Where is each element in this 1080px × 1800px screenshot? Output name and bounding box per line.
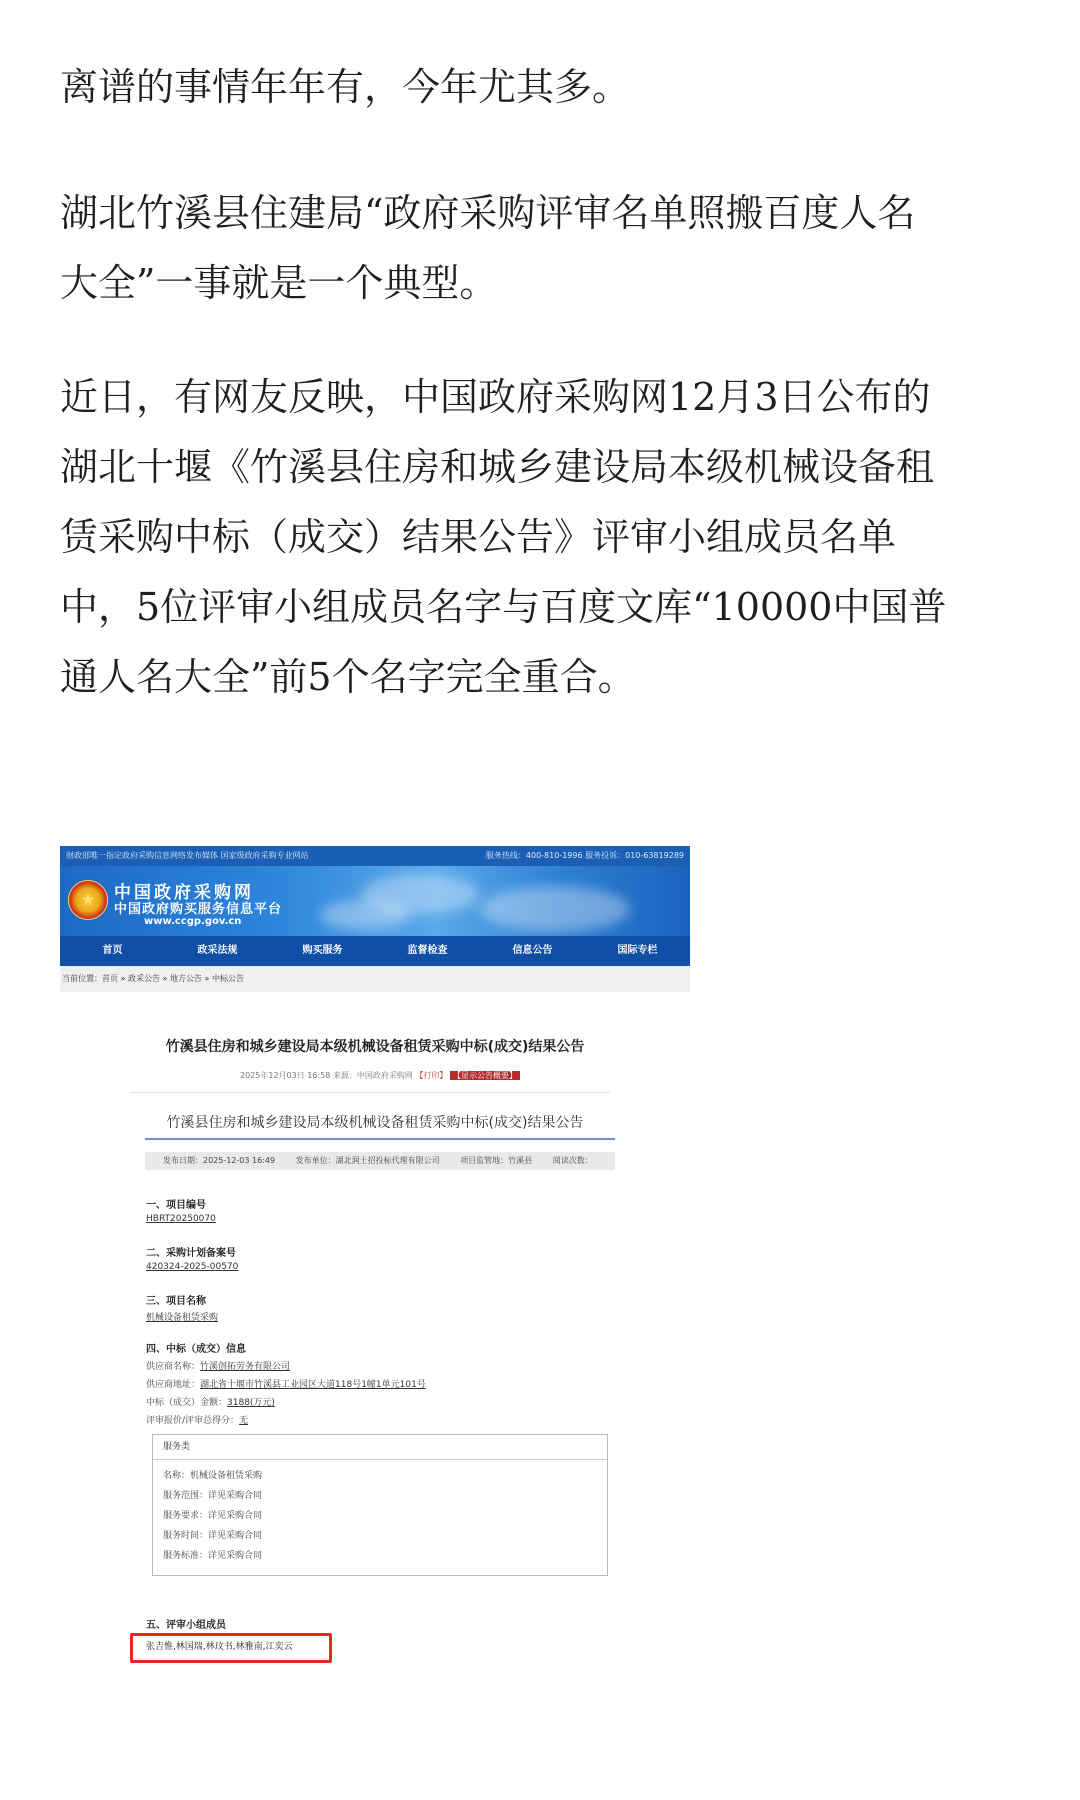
notice-subtitle: 竹溪县住房和城乡建设局本级机械设备租赁采购中标(成交)结果公告 (166, 1115, 584, 1131)
paragraph-3-line-3: 赁采购中标（成交）结果公告》评审小组成员名单 (60, 515, 897, 559)
nav-item-international[interactable]: 国际专栏 (617, 945, 658, 956)
paragraph-2 (60, 178, 1020, 318)
info-supervise-place: 项目监管地：竹溪县 (460, 1156, 533, 1165)
award-amount-row (146, 1395, 275, 1408)
topbar-hotline: 服务热线：400-810-1996 服务投诉：010-63819289 (485, 851, 684, 860)
meta-date: 2025年12月03日 16:58 来源：中国政府采购网 (240, 1071, 413, 1080)
score-label: 评审报价/评审总得分： (146, 1416, 240, 1426)
info-views: 阅读次数： (552, 1156, 593, 1165)
info-publish-date: 发布日期：2025-12-03 16:49 (163, 1156, 276, 1165)
service-row: 服务范围：详见采购合同 (163, 1491, 263, 1501)
supplier-name-row (146, 1359, 290, 1372)
award-amount-label: 中标（成交）金额： (146, 1398, 228, 1408)
procurement-screenshot (60, 846, 690, 1676)
site-topbar (60, 846, 690, 866)
award-amount: 3188(万元) (227, 1398, 275, 1408)
service-table (152, 1434, 608, 1576)
paragraph-3 (60, 362, 1020, 712)
section-plan-number: 二、采购计划备案号 (146, 1248, 236, 1259)
paragraph-1: 离谱的事情年年有，今年尤其多。 (60, 65, 631, 109)
score-value: 无 (239, 1416, 249, 1426)
site-nav (60, 936, 690, 966)
notice-info-bar (145, 1152, 615, 1170)
national-emblem-icon: ★ (68, 880, 108, 920)
paragraph-3-line-2: 湖北十堰《竹溪县住房和城乡建设局本级机械设备租 (60, 445, 935, 489)
review-panel-members: 张吉惟,林国瑞,林玟书,林雅南,江奕云 (146, 1642, 293, 1652)
show-summary-button[interactable]: 【显示公告概要】 (450, 1071, 520, 1080)
section-project-number: 一、项目编号 (146, 1200, 206, 1211)
site-brand-subtitle: 中国政府购买服务信息平台 (114, 902, 283, 917)
subtitle-underline (145, 1138, 615, 1140)
paragraph-2-line-1: 湖北竹溪县住建局“政府采购评审名单照搬百度人名 (60, 191, 916, 235)
topbar-slogan: 财政部唯一指定政府采购信息网络发布媒体 国家级政府采购专业网站 (66, 851, 309, 860)
paragraph-3-line-5: 通人名大全”前5个名字完全重合。 (60, 655, 636, 699)
nav-item-services[interactable]: 购买服务 (302, 945, 343, 956)
section-review-panel: 五、评审小组成员 (146, 1620, 226, 1631)
service-row: 服务要求：详见采购合同 (163, 1511, 263, 1521)
section-award-info: 四、中标（成交）信息 (146, 1344, 246, 1355)
plan-number: 420324-2025-00570 (146, 1262, 239, 1272)
site-url[interactable]: www.ccgp.gov.cn (144, 916, 242, 927)
divider (130, 1092, 610, 1093)
breadcrumb: 当前位置：首页 » 政采公告 » 地方公告 » 中标公告 (60, 966, 690, 992)
score-row (146, 1413, 248, 1426)
service-row: 服务标准：详见采购合同 (163, 1551, 263, 1561)
paragraph-3-line-1: 近日，有网友反映，中国政府采购网12月3日公布的 (60, 375, 931, 419)
supplier-address-label: 供应商地址： (146, 1380, 201, 1390)
supplier-name: 竹溪创拓劳务有限公司 (200, 1362, 291, 1372)
nav-item-home[interactable]: 首页 (102, 945, 123, 956)
nav-item-notices[interactable]: 信息公告 (512, 945, 553, 956)
supplier-address: 湖北省十堰市竹溪县工业园区大道118号1幢1单元101号 (200, 1380, 426, 1390)
site-banner (60, 866, 690, 936)
site-brand-title[interactable]: 中国政府采购网 (114, 883, 254, 903)
notice-meta (240, 1070, 520, 1081)
paragraph-2-line-2: 大全”一事就是一个典型。 (60, 261, 498, 305)
nav-item-regulations[interactable]: 政采法规 (197, 945, 238, 956)
supplier-name-label: 供应商名称： (146, 1362, 201, 1372)
supplier-address-row (146, 1377, 426, 1390)
paragraph-3-line-4: 中，5位评审小组成员名字与百度文库“10000中国普 (60, 585, 947, 629)
page-title: 竹溪县住房和城乡建设局本级机械设备租赁采购中标(成交)结果公告 (165, 1039, 585, 1055)
service-table-header: 服务类 (153, 1435, 607, 1460)
nav-item-supervision[interactable]: 监督检查 (407, 945, 448, 956)
print-link[interactable]: 【打印】 (415, 1071, 448, 1080)
project-name: 机械设备租赁采购 (146, 1313, 219, 1323)
section-project-name: 三、项目名称 (146, 1296, 206, 1307)
info-publish-unit: 发布单位：湖北润土招投标代理有限公司 (295, 1156, 440, 1165)
service-row: 服务时间：详见采购合同 (163, 1531, 263, 1541)
service-row: 名称：机械设备租赁采购 (163, 1471, 263, 1481)
project-number: HBRT20250070 (146, 1214, 216, 1224)
